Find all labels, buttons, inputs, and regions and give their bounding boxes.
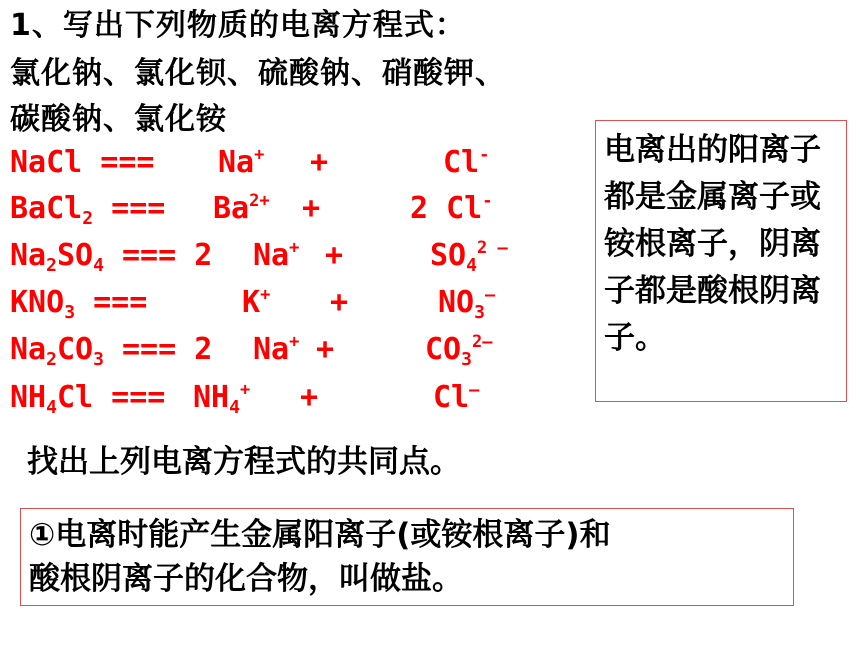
equation-plus: + <box>316 332 335 367</box>
equation-cation: Na+ <box>218 145 265 180</box>
equation-anion: Cl— <box>433 380 480 415</box>
equation-plus: + <box>302 191 321 226</box>
equation-left: NaCl === <box>10 145 155 180</box>
note-box: 电离出的阳离子都是金属离子或铵根离子，阴离子都是酸根阴离子。 <box>595 120 847 402</box>
equation-cation: $Ba^{2+}$ <box>213 191 270 226</box>
equation-left: $KNO_3$ === <box>10 285 148 323</box>
question-line-2: 氯化钠、氯化钡、硫酸钠、硝酸钾、 <box>10 56 506 91</box>
equation-left: $Na_2CO_3$ === 2 <box>10 332 213 370</box>
equation-cation: K+ <box>242 285 271 320</box>
equation-cation: Na+ <box>253 332 300 367</box>
equation-plus: + <box>300 380 319 415</box>
equation-cation: $NH_4^+$ <box>193 380 251 418</box>
answer-box <box>20 508 794 606</box>
question-line-3: 碳酸钠、氯化铵 <box>10 102 227 137</box>
equation-left: $NH_4Cl$ === <box>10 380 166 418</box>
equation-anion: Cl- <box>443 145 490 180</box>
equation-anion: $SO_4^{2 —}$ <box>430 238 508 276</box>
question-line-1: 1、写出下列物质的电离方程式： <box>10 8 466 43</box>
equation-left: $Na_2SO_4$ === 2 <box>10 238 213 276</box>
equation-plus: + <box>310 145 329 180</box>
prompt-text: 找出上列电离方程式的共同点。 <box>27 444 461 480</box>
equation-anion: $NO_3^—$ <box>438 285 496 323</box>
equation-plus: + <box>325 238 344 273</box>
answer-line-1: ①电离时能产生金属阳离子(或铵根离子)和 <box>29 517 611 553</box>
equation-cation: Na+ <box>253 238 300 273</box>
equation-anion: $CO_3^{2—}$ <box>425 332 493 370</box>
answer-line-2: 酸根阴离子的化合物，叫做盐。 <box>29 561 463 597</box>
equation-plus: + <box>330 285 349 320</box>
equation-left: BaCl$_2$ === <box>10 191 166 229</box>
equation-anion: 2 Cl- <box>410 191 493 226</box>
